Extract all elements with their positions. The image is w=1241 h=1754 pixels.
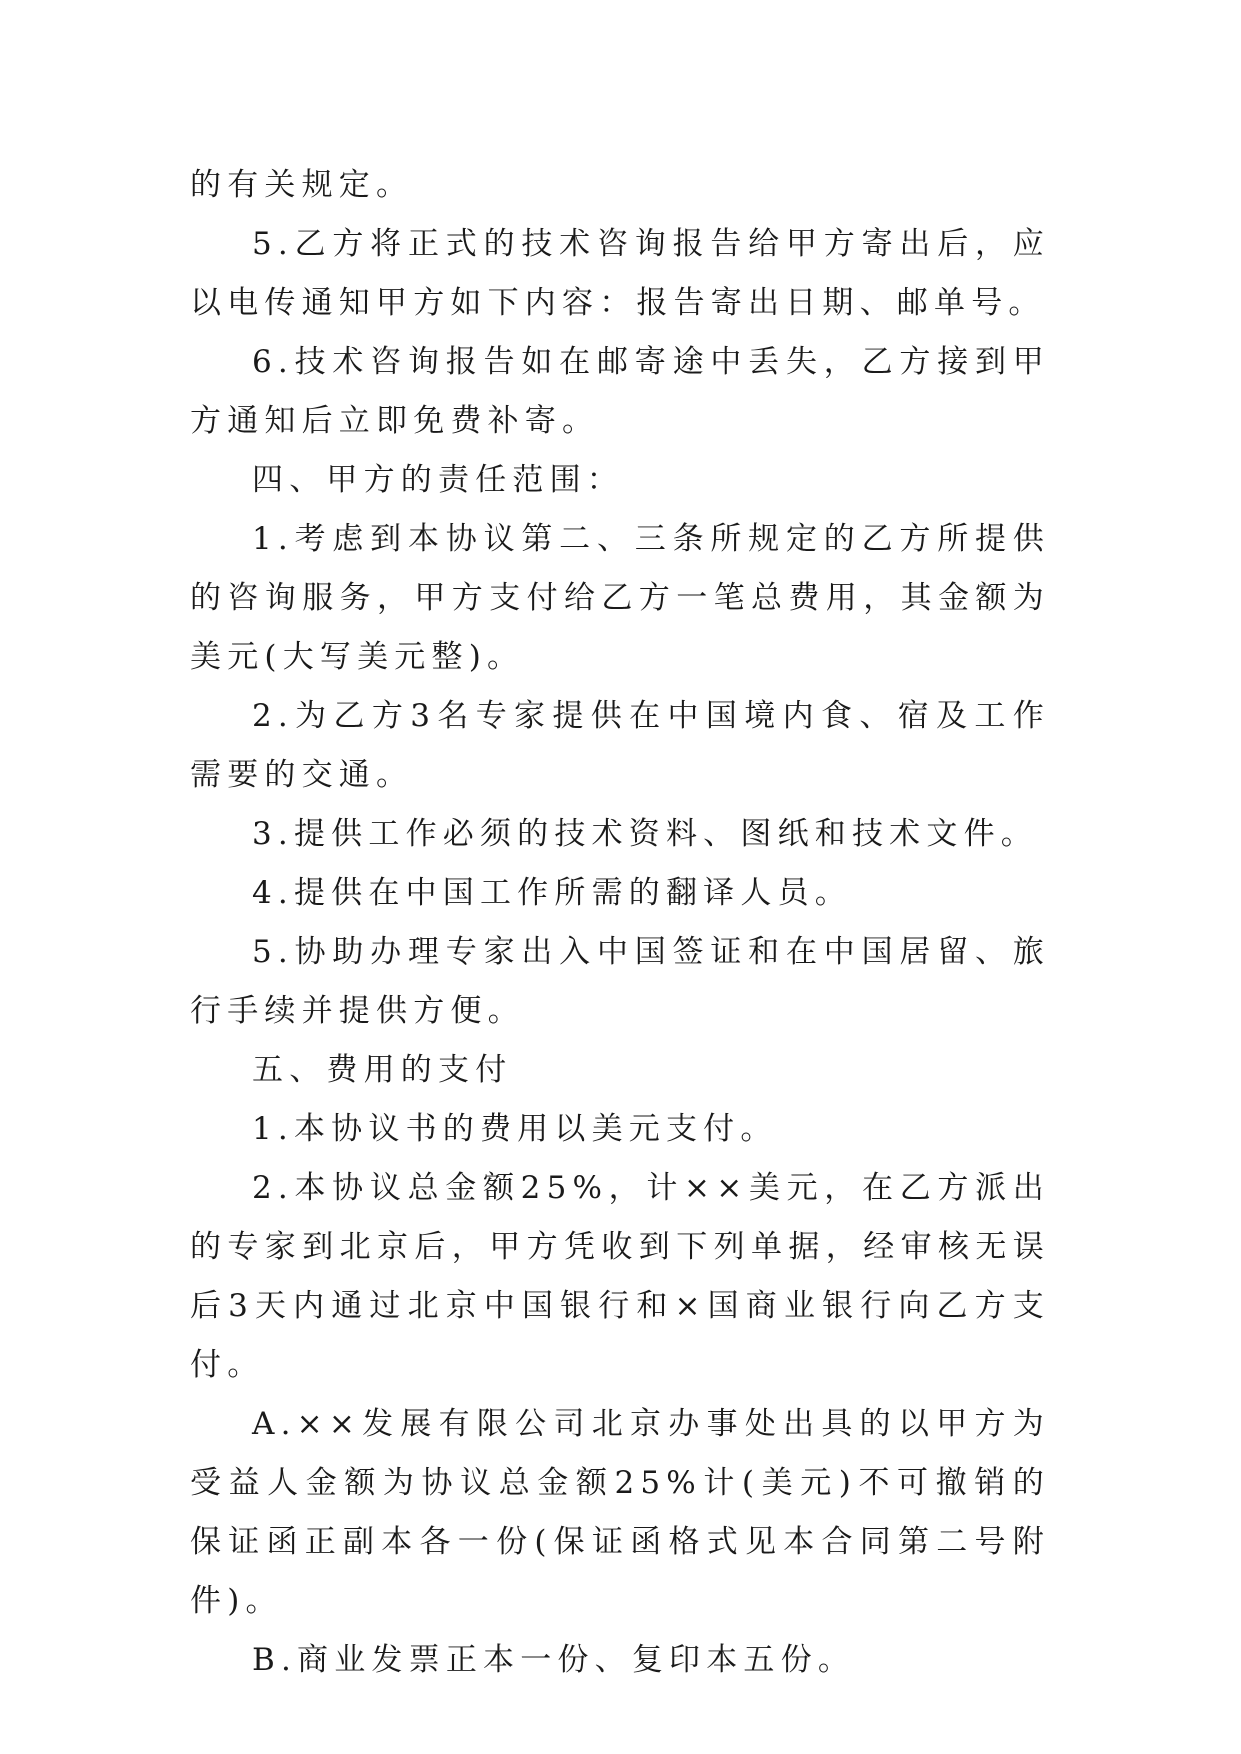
paragraph: A.××发展有限公司北京办事处出具的以甲方为受益人金额为协议总金额25%计(美元)不可撤销的保证函正副本各一份(保证函格式见本合同第二号附件)。 bbox=[190, 1406, 1050, 1619]
section-heading: 五、费用的支付 bbox=[252, 1052, 513, 1088]
paragraph: 2.本协议总金额25%，计××美元，在乙方派出的专家到北京后，甲方凭收到下列单据，经审核无误后3天内通过北京中国银行和×国商业银行向乙方支付。 bbox=[190, 1170, 1050, 1383]
section-heading: 四、甲方的责任范围： bbox=[252, 462, 624, 498]
paragraph: 3.提供工作必须的技术资料、图纸和技术文件。 bbox=[252, 816, 1038, 852]
paragraph: B.商业发票正本一份、复印本五份。 bbox=[252, 1642, 856, 1678]
paragraph: 1.考虑到本协议第二、三条所规定的乙方所提供的咨询服务，甲方支付给乙方一笔总费用，其金额为 美元(大写美元整)。 bbox=[190, 521, 1050, 675]
paragraph: 2.为乙方3名专家提供在中国境内食、宿及工作需要的交通。 bbox=[190, 698, 1050, 793]
paragraph: 的有关规定。 bbox=[190, 167, 414, 203]
paragraph: 6.技术咨询报告如在邮寄途中丢失，乙方接到甲方通知后立即免费补寄。 bbox=[190, 344, 1050, 439]
paragraph: 4.提供在中国工作所需的翻译人员。 bbox=[252, 875, 852, 911]
paragraph: 5.协助办理专家出入中国签证和在中国居留、旅行手续并提供方便。 bbox=[190, 934, 1050, 1029]
document-body bbox=[190, 156, 1050, 1690]
paragraph: 5.乙方将正式的技术咨询报告给甲方寄出后，应以电传通知甲方如下内容：报告寄出日期、邮单号。 bbox=[190, 226, 1050, 321]
paragraph: 1.本协议书的费用以美元支付。 bbox=[252, 1111, 778, 1147]
